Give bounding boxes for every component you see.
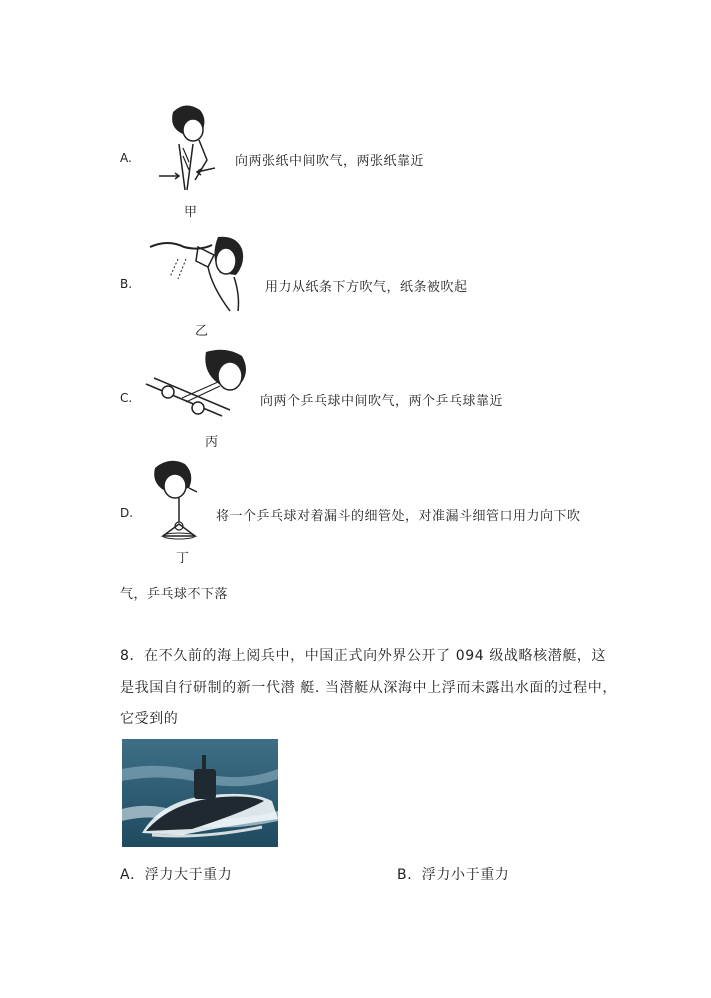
question-8-line-1: 8．在不久前的海上阅兵中，中国正式向外界公开了 094 级战略核潜艇，这 <box>120 648 607 664</box>
option-a-letter: A. <box>120 151 132 165</box>
person-blowing-paper-strip-illustration <box>148 233 248 315</box>
figure-caption-bing: 丙 <box>205 435 219 450</box>
option-c-text: 向两个乒乓球中间吹气，两个乒乓球靠近 <box>260 394 504 409</box>
question-8-line-2: 是我国自行研制的新一代潜 艇. 当潜艇从深海中上浮而未露出水面的过程中， <box>120 680 617 696</box>
submarine-photo <box>122 739 278 847</box>
option-d-text-continuation: 气，乒乓球不下落 <box>120 587 229 602</box>
option-d-text: 将一个乒乓球对着漏斗的细管处，对准漏斗细管口用力向下吹 <box>216 509 581 524</box>
choice-a: A．浮力大于重力 <box>120 867 233 883</box>
person-blowing-into-funnel-illustration <box>145 458 205 548</box>
option-b-letter: B. <box>120 277 133 291</box>
figure-caption-jia: 甲 <box>184 205 198 220</box>
figure-caption-ding: 丁 <box>176 551 190 566</box>
option-d-letter: D. <box>120 506 134 520</box>
question-8-line-3: 它受到的 <box>120 711 179 727</box>
choice-b: B．浮力小于重力 <box>397 867 510 883</box>
option-c-letter: C. <box>120 391 133 405</box>
option-a-text: 向两张纸中间吹气，两张纸靠近 <box>235 154 425 169</box>
figure-caption-yi: 乙 <box>195 324 209 339</box>
person-blowing-paper-illustration <box>155 100 235 200</box>
person-blowing-ping-pong-balls-illustration <box>142 346 252 426</box>
option-b-text: 用力从纸条下方吹气，纸条被吹起 <box>265 280 468 295</box>
